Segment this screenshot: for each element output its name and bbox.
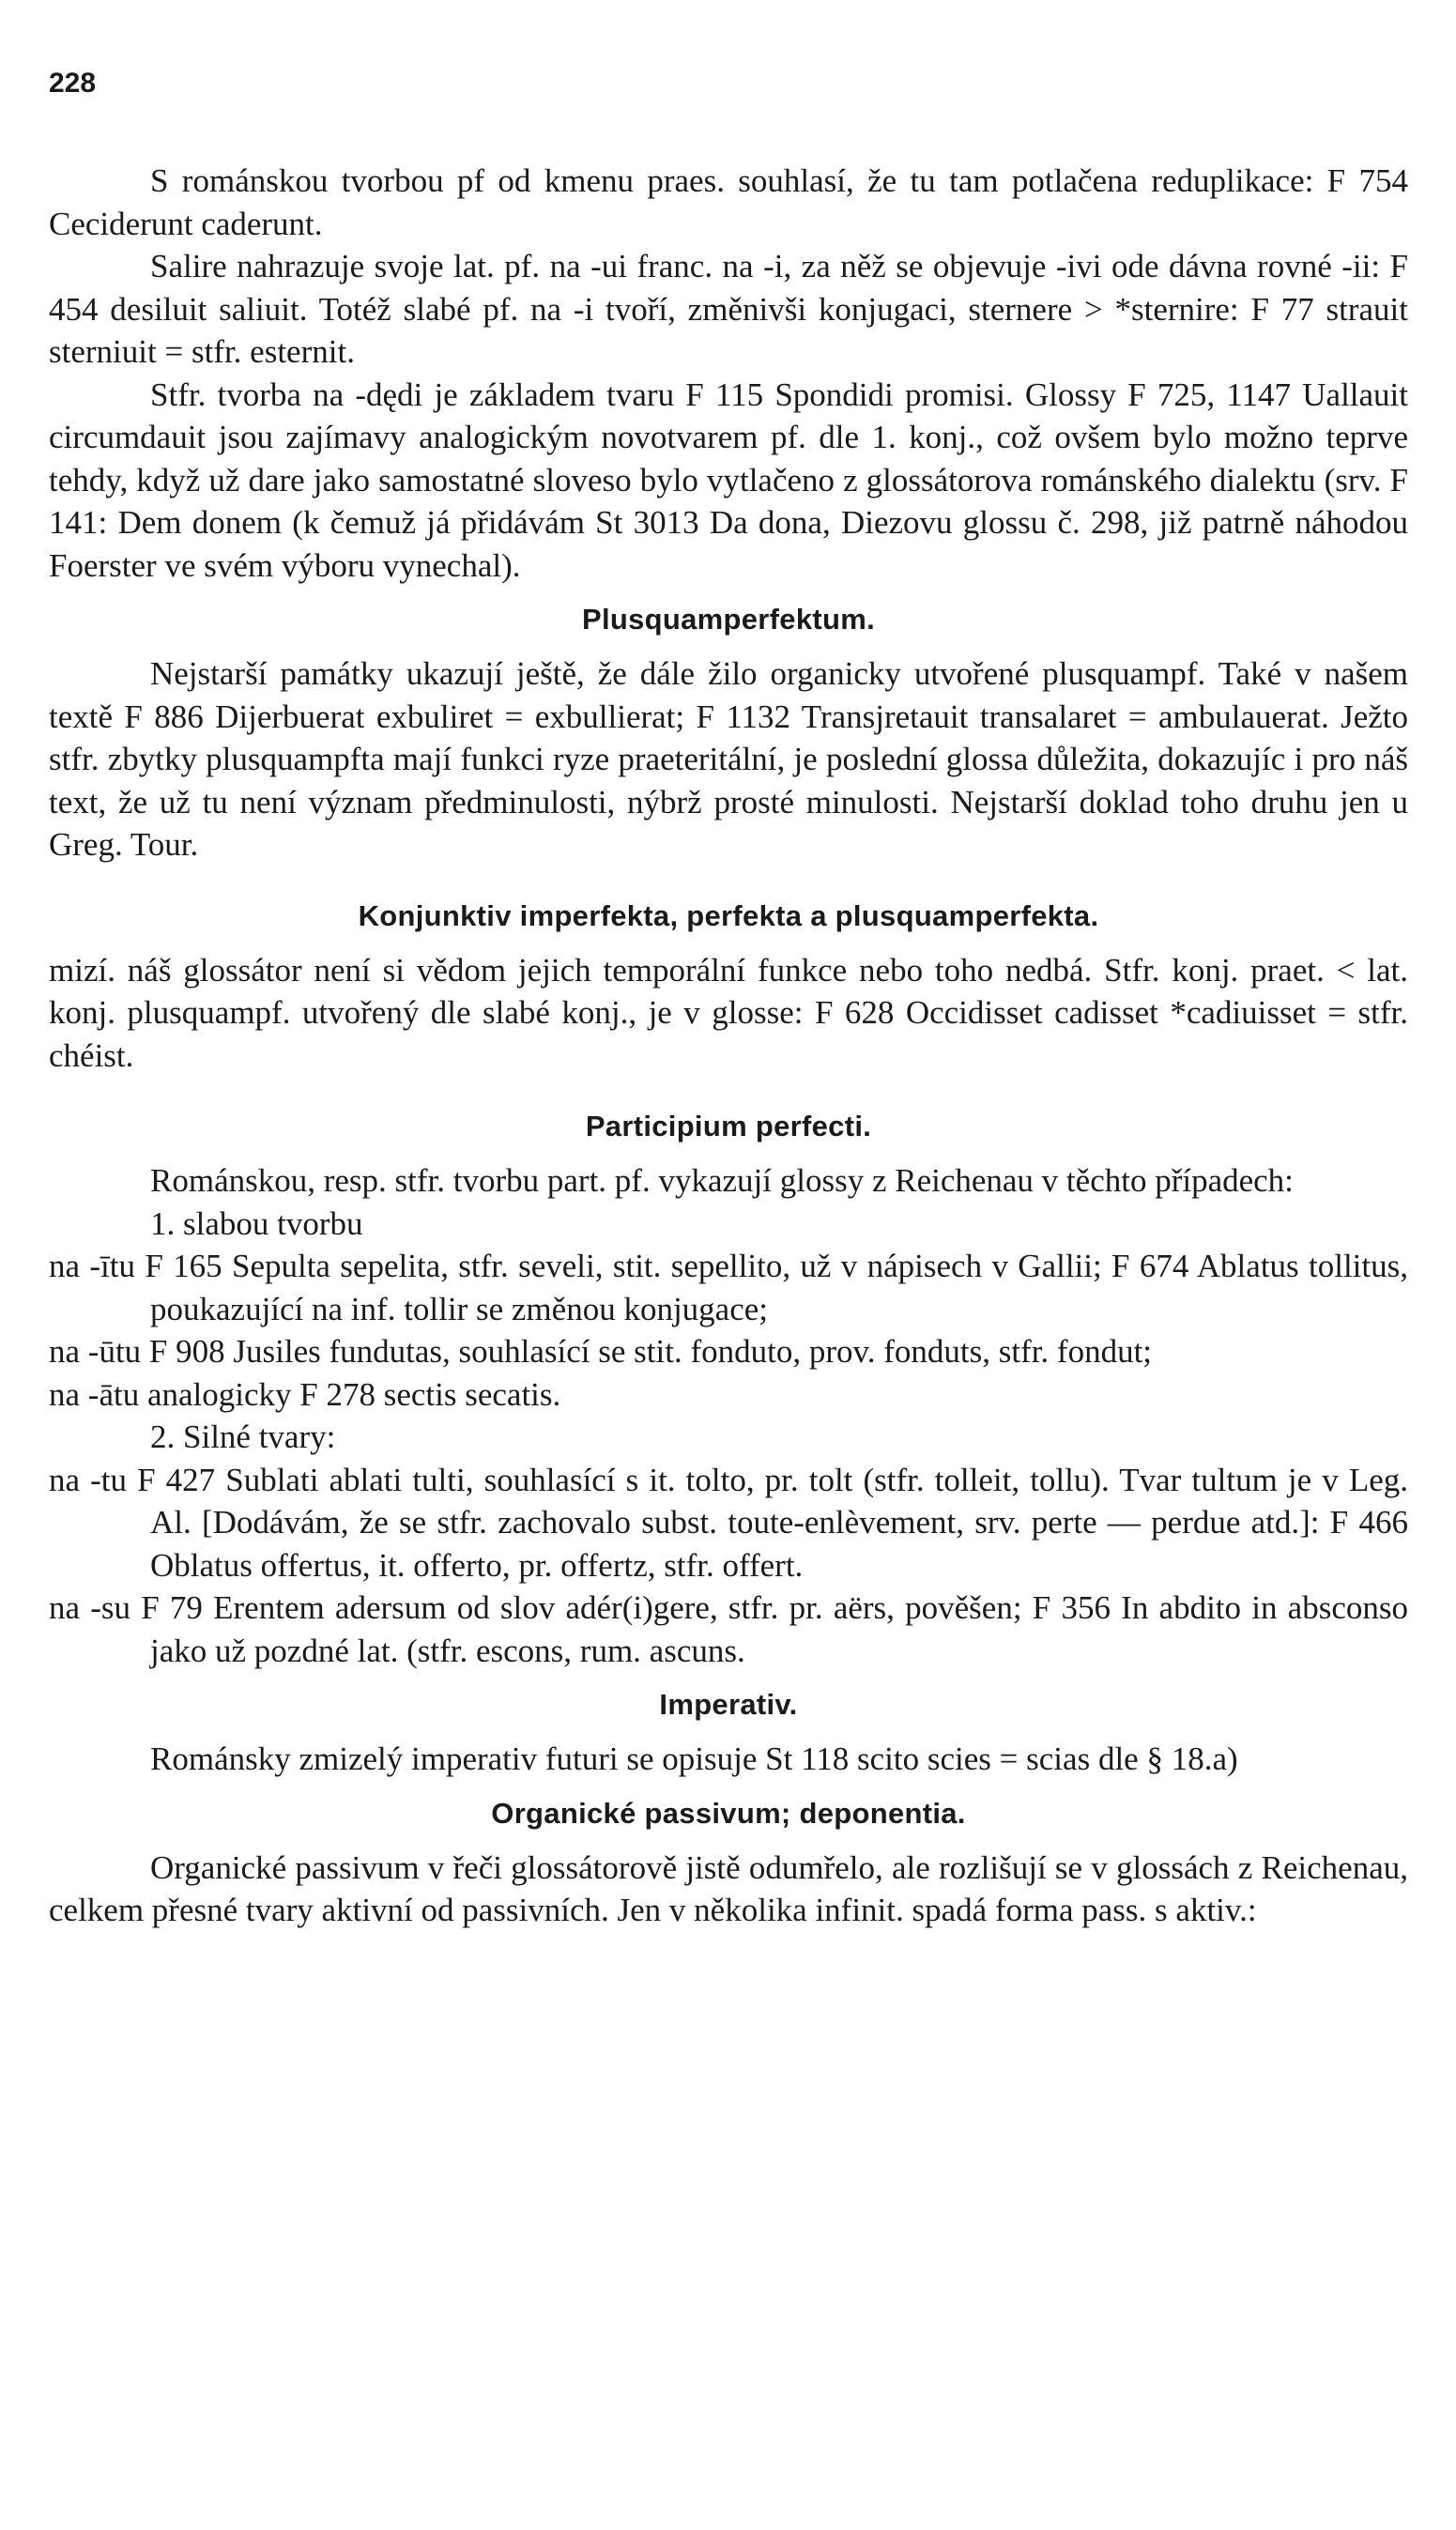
section-heading: Organické passivum; deponentia. [491,1796,966,1830]
paragraph: Nejstarší památky ukazují ještě, že dále žilo organicky utvořené plusquampf. Také v našem textě F 886 Dijerbuerat exbuliret = exbullierat; F 1132 Transjretauit transalaret = ambulauerat. Ježto stfr. zbytky plusquampfta mají funkci ryze praeteritální, je poslední glossa důležita, dokazujíc i pro náš text, že už tu není význam předminulosti, nýbrž prosté minulosti. Nejstarší doklad toho druhu jen u Greg. Tour. [49,655,1408,863]
paragraph: Stfr. tvorba na -dędi je základem tvaru F 115 Spondidi promisi. Glossy F 725, 1147 Uallauit circumdauit jsou zajímavy analogickým novotvarem pf. dle 1. konj., což ovšem bylo možno teprve tehdy, když už dare jako samostatné sloveso bylo vytlačeno z glossátorova románského dialektu (srv. F 141: Dem donem (k čemuž já přidávám St 3013 Da dona, Diezovu glossu č. 298, již patrně náhodou Foerster ve svém výboru vynechal). [49,376,1408,584]
paragraph: mizí. náš glossátor není si vědom jejich temporální funkce nebo toho nedbá. Stfr. konj. praet. < lat. konj. plusquampf. utvořený dle slabé konj., je v glosse: F 628 Occidisset cadisset *cadiuisset = stfr. chéist. [49,951,1408,1074]
paragraph: Románskou, resp. stfr. tvorbu part. pf. vykazují glossy z Reichenau v těchto případech: [150,1162,1294,1199]
paragraph: S románskou tvorbou pf od kmenu praes. souhlasí, že tu tam potlačena reduplikace: F 754 Ceciderunt caderunt. [49,162,1408,242]
section-heading: Plusquamperfektum. [581,603,876,636]
list-item: 1. slabou tvorbu [150,1204,363,1242]
list-item: na -tu F 427 Sublati ablati tulti, souhlasící s it. tolto, pr. tolt (stfr. tolleit, tollu). Tvar tultum je v Leg. Al. [Dodávám, že se stfr. zachovalo subst. toute-enlèvement, srv. perte — perdue atd.]: F 466 Oblatus offertus, it. offerto, pr. offertz, stfr. offert. [49,1461,1408,1584]
list-item: 2. Silné tvary: [150,1418,336,1455]
page-body [49,160,1408,1932]
list-item: na -ītu F 165 Sepulta sepelita, stfr. seveli, stit. sepellito, už v nápisech v Gallii; F 674 Ablatus tollitus, poukazující na inf. tollir se změnou konjugace; [49,1248,1408,1327]
section-heading: Participium perfecti. [585,1110,872,1142]
paragraph: Románsky zmizelý imperativ futuri se opisuje St 118 scito scies = scias dle § 18.a) [150,1740,1238,1777]
page-number: 228 [49,68,97,99]
paragraph: Organické passivum v řeči glossátorově jistě odumřelo, ale rozlišují se v glossách z Reichenau, celkem přesné tvary aktivní od passivních. Jen v několika infinit. spadá forma pass. s aktiv.: [49,1848,1408,1928]
list-item: na -ātu analogicky F 278 sectis secatis. [49,1375,561,1413]
section-heading: Imperativ. [659,1688,798,1721]
list-item: na -su F 79 Erentem adersum od slov adér(i)gere, stfr. pr. aërs, pověšen; F 356 In abdito in absconso jako už pozdné lat. (stfr. escons, rum. ascuns. [49,1589,1408,1669]
list-item: na -ūtu F 908 Jusiles fundutas, souhlasící se stit. fonduto, prov. fonduts, stfr. fondut; [49,1333,1153,1370]
paragraph: Salire nahrazuje svoje lat. pf. na -ui franc. na -i, za něž se objevuje -ivi ode dávna rovné -ii: F 454 desiluit saliuit. Totéž slabé pf. na -i tvoří, změnivši konjugaci, sternere > *sternire: F 77 strauit sterniuit = stfr. esternit. [49,248,1408,370]
section-heading: Konjunktiv imperfekta, perfekta a plusquamperfekta. [358,898,1099,932]
